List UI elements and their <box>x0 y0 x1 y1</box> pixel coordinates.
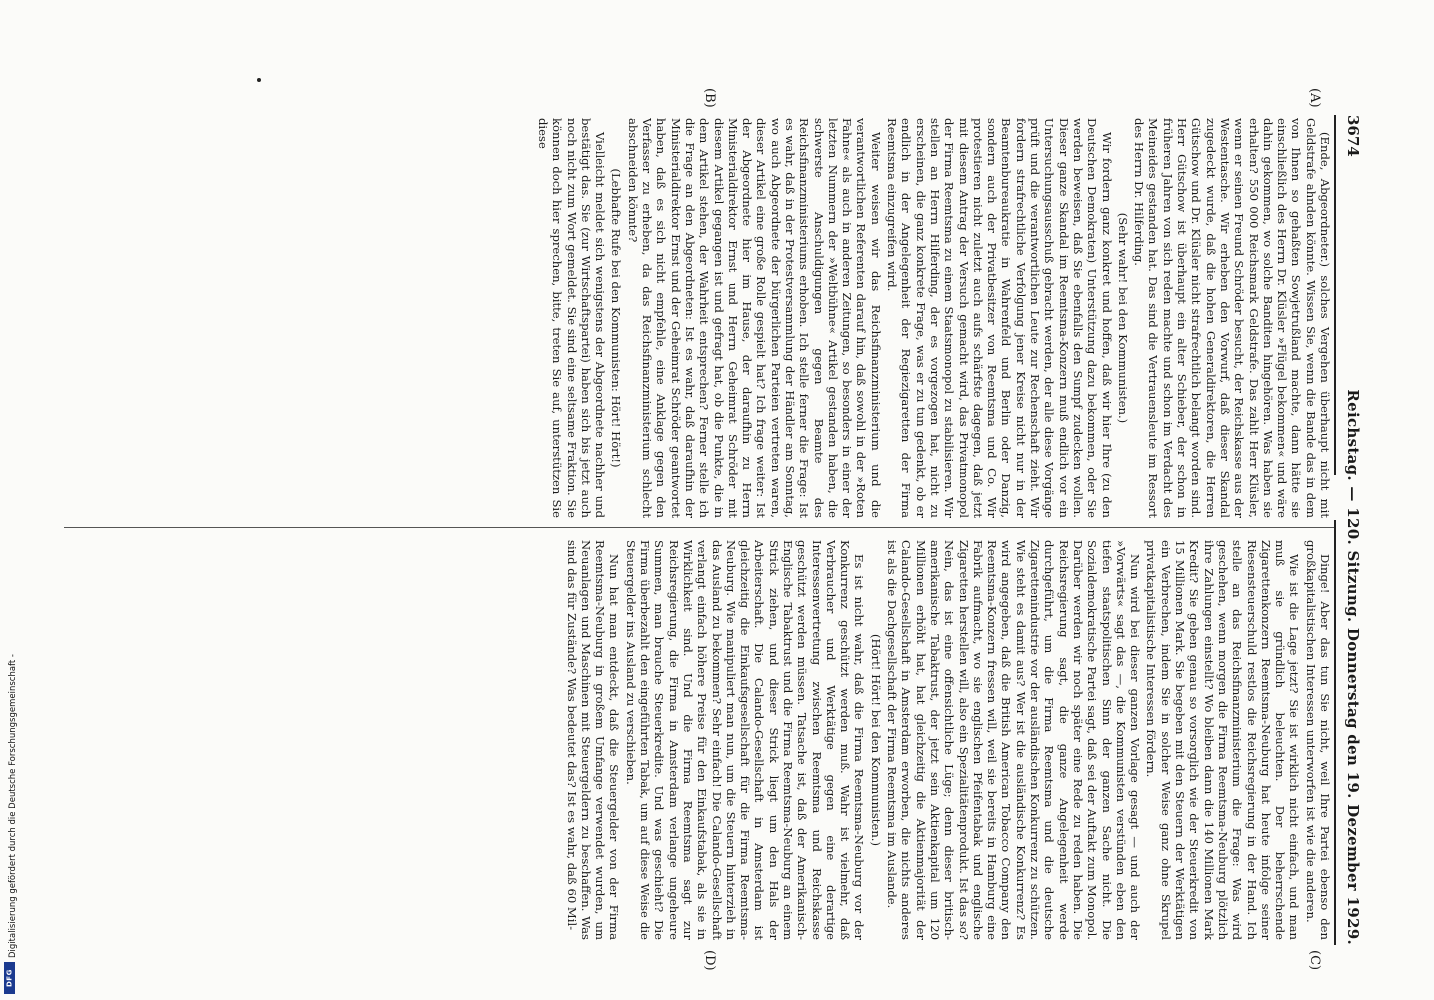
interjection: (Lebhafte Rufe bei den Kommunisten: Hört! Hört!) <box>609 168 624 468</box>
header-rule-left <box>1334 115 1336 475</box>
paragraph: Wie ist die Lage jetzt? Sie ist wirklich nicht einfach, und man muß sie gründlich beleuchten. Der beherrschende Zigarettenkonzern Reemtsma-Neuburg hat heute infolge seiner Riesensteuerschuld restlos die Reichsregierung in der Hand. Ich stelle an das Reichsfinanzministerium die Frage: Was wird geschehen, wenn morgen die Firma Reemtsma-Neuburg plötzlich ihre Zahlungen einstellt? Wo bleiben dann die 140 Millionen Mark Kredit? Sie geben genau so vorsorglich wie der Steuerkredit von 15 Millionen Mark. Sie begeben mit den Steuern der Werktätigen ein Verbrechen, indem Sie in solcher Weise ganz ohne Skrupel privatkapitalistische Interessen fördern. <box>1144 540 1302 940</box>
paragraph: (Ende, Abgeordneter.) solches Vergehen überhaupt nicht mit Geldstrafe ahnden könnte. Wissen Sie, wenn die Bande das in dem von Ihnen so gehaßten Sowjetrußland machte, dann hätte sie einschließlich des Herrn Dr. Klüsler »Flügel bekommen« und wäre dahin gekommen, wo solche Banditen hingehören. Was haben sie erhalten? 550 000 Reichsmark Geldstrafe. Das zahlt Herr Klüsler, wenn er seinen Freund Schröder besucht, der Reichskasse aus der Westentasche. Wir erheben den Vorwurf, daß dieser Skandal zugedeckt wurde, daß die hohen Generaldirektoren, die Herren Gütschow und Dr. Klüsler nicht strafrechtlich belangt worden sind. Herr Gütschow ist überhaupt ein alter Schieber, der schon in früheren Jahren von sich reden machte und schon im Verdacht des Meineides gestanden hat. Das sind die Vertrauensleute im Ressort des Herrn Dr. Hilferding. <box>1132 118 1332 518</box>
paragraph: Wir fordern ganz konkret und hoffen, daß wir hier Ihre (zu den Deutschen Demokraten) Unterstützung dazu bekommen, oder Sie werden beweisen, daß Sie ebenfalls den Sumpf zudecken wollen. Dieser ganze Skandal im Reemtsma-Konzern muß endlich vor ein Untersuchungsausschuß gebracht werden, der alle diese Vorgänge prüft und die verantwortlichen Leute zur Rechenschaft zieht. Wir fordern strafrechtliche Verfolgung jener Kreise nicht nur in der Beamtenbureaukratie in Wahrenfeld und Berlin oder Danzig, sondern auch der Privatbesitzer von Reemtsma und Co. Wir protestieren nicht zuletzt auch aufs schärfste dagegen, daß jetzt mit diesem Antrag der Versuch gemacht wird, das Privatmonopol der Firma Reemtsma zu einem Staatsmonopol zu stabilisieren. Wir stellen an Herrn Hilferding, der es vorgezogen hat, nicht zu erscheinen, die ganz konkrete Frage, was er zu tun gedenkt, ob er endlich in der Angelegenheit der Regiezigaretten der Firma Reemtsma einzugreifen wird. <box>885 118 1114 518</box>
digitization-credit: Digitalisierung gefördert durch die Deutsche Forschungsgemeinschaft - <box>8 654 18 958</box>
page-number: 3674 <box>1344 115 1362 157</box>
column-divider <box>64 527 1334 528</box>
page-header <box>1336 115 1364 945</box>
interjection: (Sehr wahr! bei den Kommunisten.) <box>1115 212 1130 424</box>
interjection: (Hört! Hört! bei den Kommunisten.) <box>868 633 883 846</box>
paragraph: Nun wird bei dieser ganzen Vorlage gesagt — und auch der »Vorwärts« sagt das —, die Kommunisten verstünden eben den tiefen staatspolitischen Sinn der ganzen Sache nicht. Die Sozialdemokratische Partei sagt, daß sei der Auftakt zum Monopol. Darüber werden wir noch später eine Rede zu reden haben. Die Reichsregierung sagt, die ganze Angelegenheit werde durchgeführt, um die Firma Reemtsma und die deutsche Zigarettenindustrie vor der ausländischen Konkurrenz zu schützen. Wie steht es damit aus? Wer ist die ausländische Konkurrenz? Es wird angegeben, daß die British American Tobacco Company den Reemtsma-Konzern fressen will, weil sie bereits in Hamburg eine Fabrik aufmacht, wo sie englischen Pfeifentabak und englische Zigaretten herstellen will, also ein Spezialitätenprodukt. Ist das so? Nein, das ist eine offensichtliche Lüge; denn dieser britisch-amerikanische Tabaktrust, der jetzt sein Aktienkapital um 120 Millionen erhöht hat, hat gleichzeitig die Aktienmajorität der Calando-Gesellschaft in Amsterdam erworben, die nichts anderes ist als die Dachgesellschaft der Firma Reemtsma im Auslande. <box>885 540 1143 940</box>
paragraph: Weiter weisen wir das Reichsfinanzministerium und die verantwortlichen Referenten darauf hin, daß sowohl in der »Roten Fahne« als auch in anderen Zeitungen, so besonders in einer der letzten Nummern der »Weltbühne« Artikel gestanden haben, die schwerste Anschuldigungen gegen Beamte des Reichsfinanzministeriums erhoben. Ich stelle ferner die Frage: Ist es wahr, daß in der Protestversammlung der Händler am Sonntag, wo auch Abgeordnete der bürgerlichen Parteien vertreten waren, dieser Artikel eine große Rolle gespielt hat? Ich frage weiter: Ist der Abgeordnete hier im Hause, der daraufhin zu Herrn Ministerialdirektor Ernst und Herrn Geheimrat Schröder mit diesem Artikel gegangen ist und gefragt hat, ob die Punkte, die in dem Artikel stehen, der Wahrheit entsprechen? Ferner stelle ich die Frage an den Abgeordneten: Ist es wahr, daß daraufhin der Ministerialdirektor Ernst und der Geheimrat Schröder geantwortet haben, daß es sich nicht empfehle, eine Anklage gegen den Verfasser zu erheben, da das Reichsfinanzministerium schlecht abschneiden könnte? <box>625 118 883 518</box>
margin-marker-c: (C) <box>1307 950 1322 971</box>
paragraph: Vielleicht meldet sich wenigstens der Abgeordnete nachher und bestätigt das. Sie (zur Wirtschaftspartei) haben sich bis jetzt auch noch nicht zum Wort gemeldet. Sie sind eine seltsame Fraktion. Sie können doch hier sprechen, bitte, treten Sie auf, unterstützen Sie diese <box>535 118 608 518</box>
page-title: Reichstag. — 120. Sitzung. Donnerstag den 19. Dezember 1929. <box>1344 389 1362 945</box>
margin-marker-b: (B) <box>702 88 717 108</box>
margin-dot <box>257 78 261 82</box>
margin-marker-a: (A) <box>1307 88 1322 108</box>
dfg-logo: DFG <box>4 962 15 994</box>
margin-marker-d: (D) <box>702 950 717 971</box>
right-text-column <box>67 540 1332 940</box>
paragraph: Es ist nicht wahr, daß die Firma Reemtsma-Neuburg vor der Konkurrenz geschützt werden muß. Wahr ist vielmehr, daß Verbraucher und Werktätige gegen eine derartige Interessenvertretung zwischen Reemtsma und Reichskasse geschützt werden müssen. Tatsache ist, daß der Amerikanisch-Englische Tabaktrust und die Firma Reemtsma-Neuburg an einem Strick ziehen, und dieser Strick liegt um den Hals der Arbeiterschaft. Die Calando-Gesellschaft in Amsterdam ist gleichzeitig die Einkaufsgesellschaft für die Firma Reemtsma-Neuburg. Wie manipuliert man nun, um die Steuern hinterzieh in das Ausland zu bekommen? Sehr einfach! Die Calando-Gesellschaft verlangt einfach höhere Preise für den Einkaufstabak, als sie in Wirklichkeit sind. Und die Firma Reemtsma sagt zur Reichsregierung, die Firma in Amsterdam verlange ungeheure Summen, man brauche Steuerkredite. Und was geschieht? Die Firma überbezahlt den eingeführten Tabak, um auf diese Weise die Steuergelder ins Ausland zu verschieben. <box>623 540 867 940</box>
paragraph: Nun hat man entdeckt, daß die Steuergelder von der Firma Reemtsma-Neuburg in großem Umfange verwendet wurden, um Neuanlagen und Maschinen mit Steuergeldern zu beschaffen. Was sind das für Zustände? Was bedeutet das? Ist es wahr, daß 60 Mil- <box>564 540 622 940</box>
header-rule-right <box>1334 520 1336 945</box>
left-text-column <box>67 118 1332 518</box>
paragraph: Dinge! Aber das tun Sie nicht, weil Ihre Partei ebenso den großkapitalistischen Interessen unterworfen ist wie die anderen. <box>1303 540 1332 940</box>
